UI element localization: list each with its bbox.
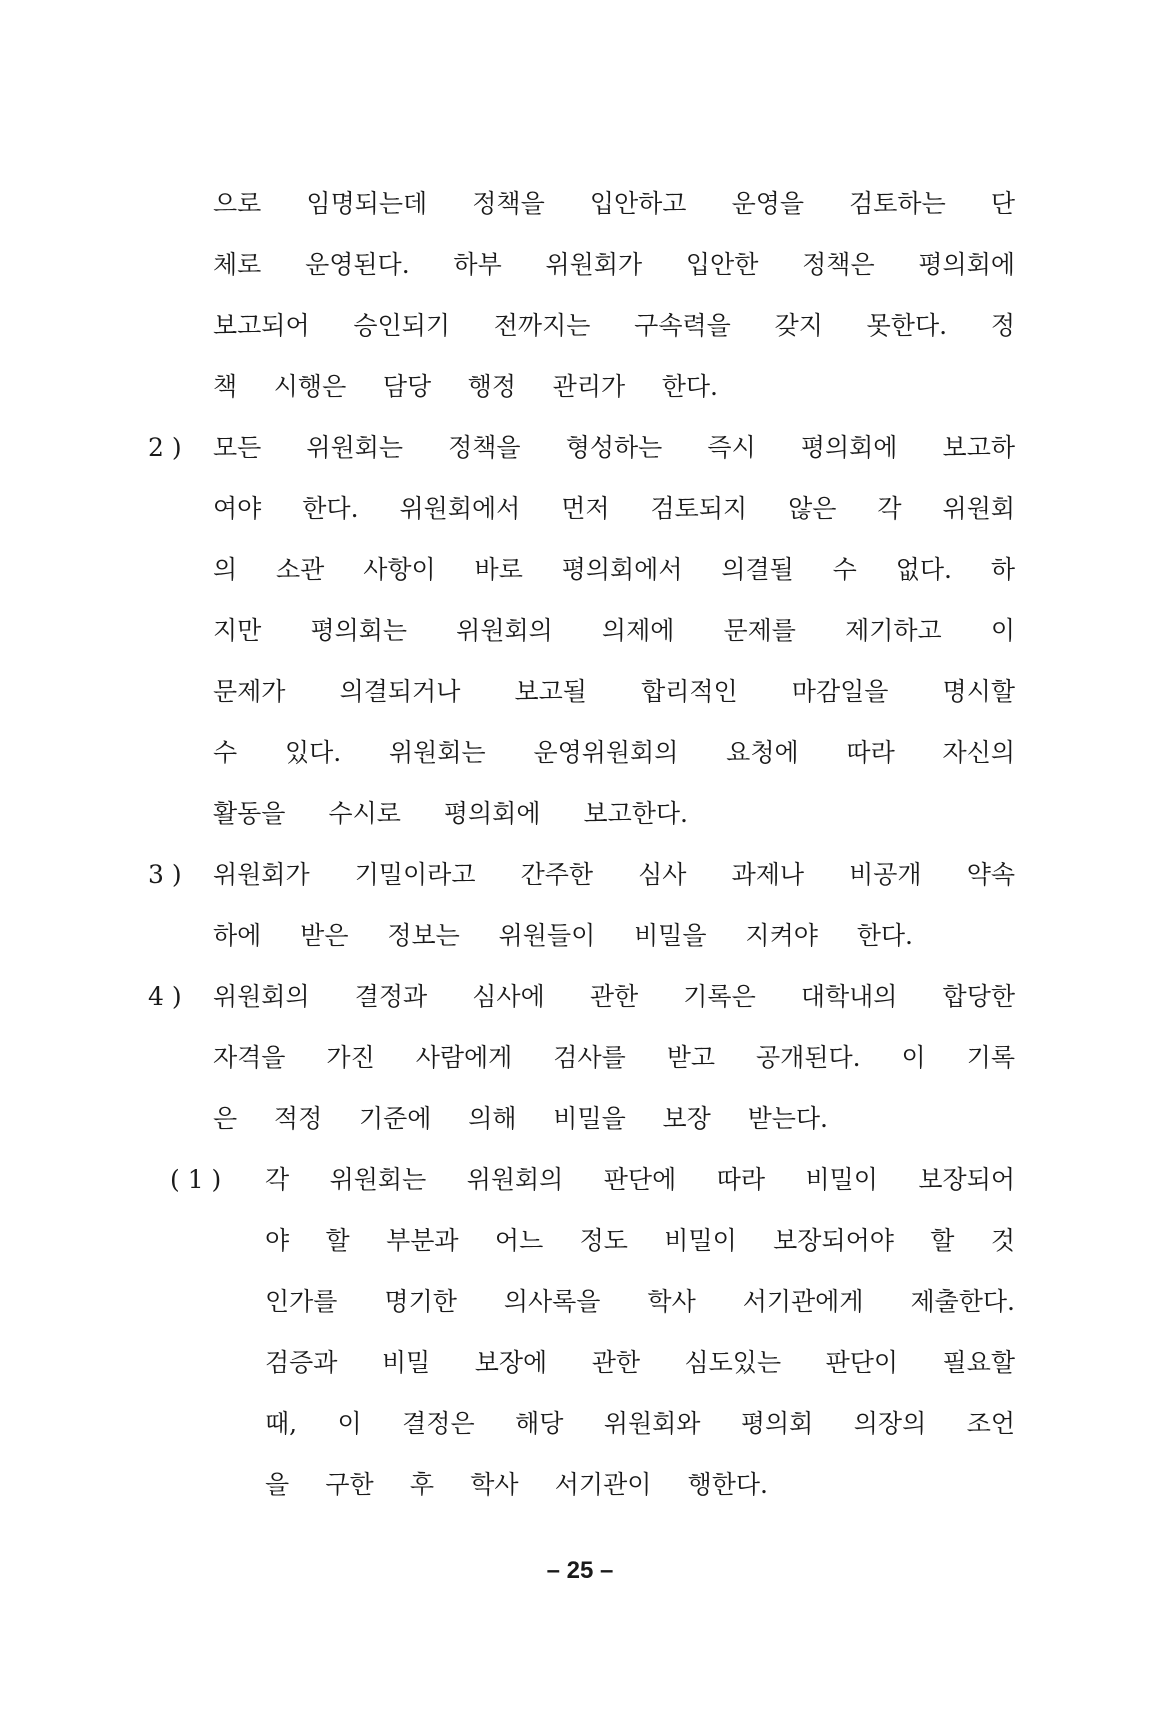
subitem-1-line-2: 야 할 부분과 어느 정도 비밀이 보장되어야 할 것 <box>265 1226 1015 1255</box>
item-4-line-3: 은 적정 기준에 의해 비밀을 보장 받는다. <box>213 1104 828 1133</box>
item-2-line-2: 여야 한다. 위원회에서 먼저 검토되지 않은 각 위원회 <box>213 494 1015 523</box>
subitem-1-line-5: 때, 이 결정은 해당 위원회와 평의회 의장의 조언 <box>265 1409 1015 1438</box>
subitem-1-marker: ( 1 ) <box>170 1165 222 1194</box>
item-3-line-2: 하에 받은 정보는 위원들이 비밀을 지켜야 한다. <box>213 921 913 950</box>
continuation-line-1: 으로 임명되는데 정책을 입안하고 운영을 검토하는 단 <box>213 189 1015 218</box>
page-number: – 25 – <box>546 1557 614 1584</box>
subitem-1-line-3: 인가를 명기한 의사록을 학사 서기관에게 제출한다. <box>265 1287 1015 1316</box>
subitem-1-line-1: 각 위원회는 위원회의 판단에 따라 비밀이 보장되어 <box>265 1165 1015 1194</box>
continuation-line-3: 보고되어 승인되기 전까지는 구속력을 갖지 못한다. 정 <box>213 311 1015 340</box>
item-2-line-7: 활동을 수시로 평의회에 보고한다. <box>213 799 688 828</box>
item-4-line-1: 위원회의 결정과 심사에 관한 기록은 대학내의 합당한 <box>213 982 1015 1011</box>
item-4-line-2: 자격을 가진 사람에게 검사를 받고 공개된다. 이 기록 <box>213 1043 1015 1072</box>
item-3-line-1: 위원회가 기밀이라고 간주한 심사 과제나 비공개 약속 <box>213 860 1015 889</box>
subitem-1-line-4: 검증과 비밀 보장에 관한 심도있는 판단이 필요할 <box>265 1348 1015 1377</box>
item-2-line-3: 의 소관 사항이 바로 평의회에서 의결될 수 없다. 하 <box>213 555 1015 584</box>
item-4-marker: 4 ) <box>148 982 182 1011</box>
continuation-line-4: 책 시행은 담당 행정 관리가 한다. <box>213 372 718 401</box>
item-2-marker: 2 ) <box>148 433 182 462</box>
item-3-marker: 3 ) <box>148 860 182 889</box>
item-2-line-5: 문제가 의결되거나 보고될 합리적인 마감일을 명시할 <box>213 677 1015 706</box>
item-2-line-6: 수 있다. 위원회는 운영위원회의 요청에 따라 자신의 <box>213 738 1015 767</box>
item-2-line-1: 모든 위원회는 정책을 형성하는 즉시 평의회에 보고하 <box>213 433 1015 462</box>
continuation-line-2: 체로 운영된다. 하부 위원회가 입안한 정책은 평의회에 <box>213 250 1015 279</box>
subitem-1-line-6: 을 구한 후 학사 서기관이 행한다. <box>265 1470 768 1499</box>
item-2-line-4: 지만 평의회는 위원회의 의제에 문제를 제기하고 이 <box>213 616 1015 645</box>
